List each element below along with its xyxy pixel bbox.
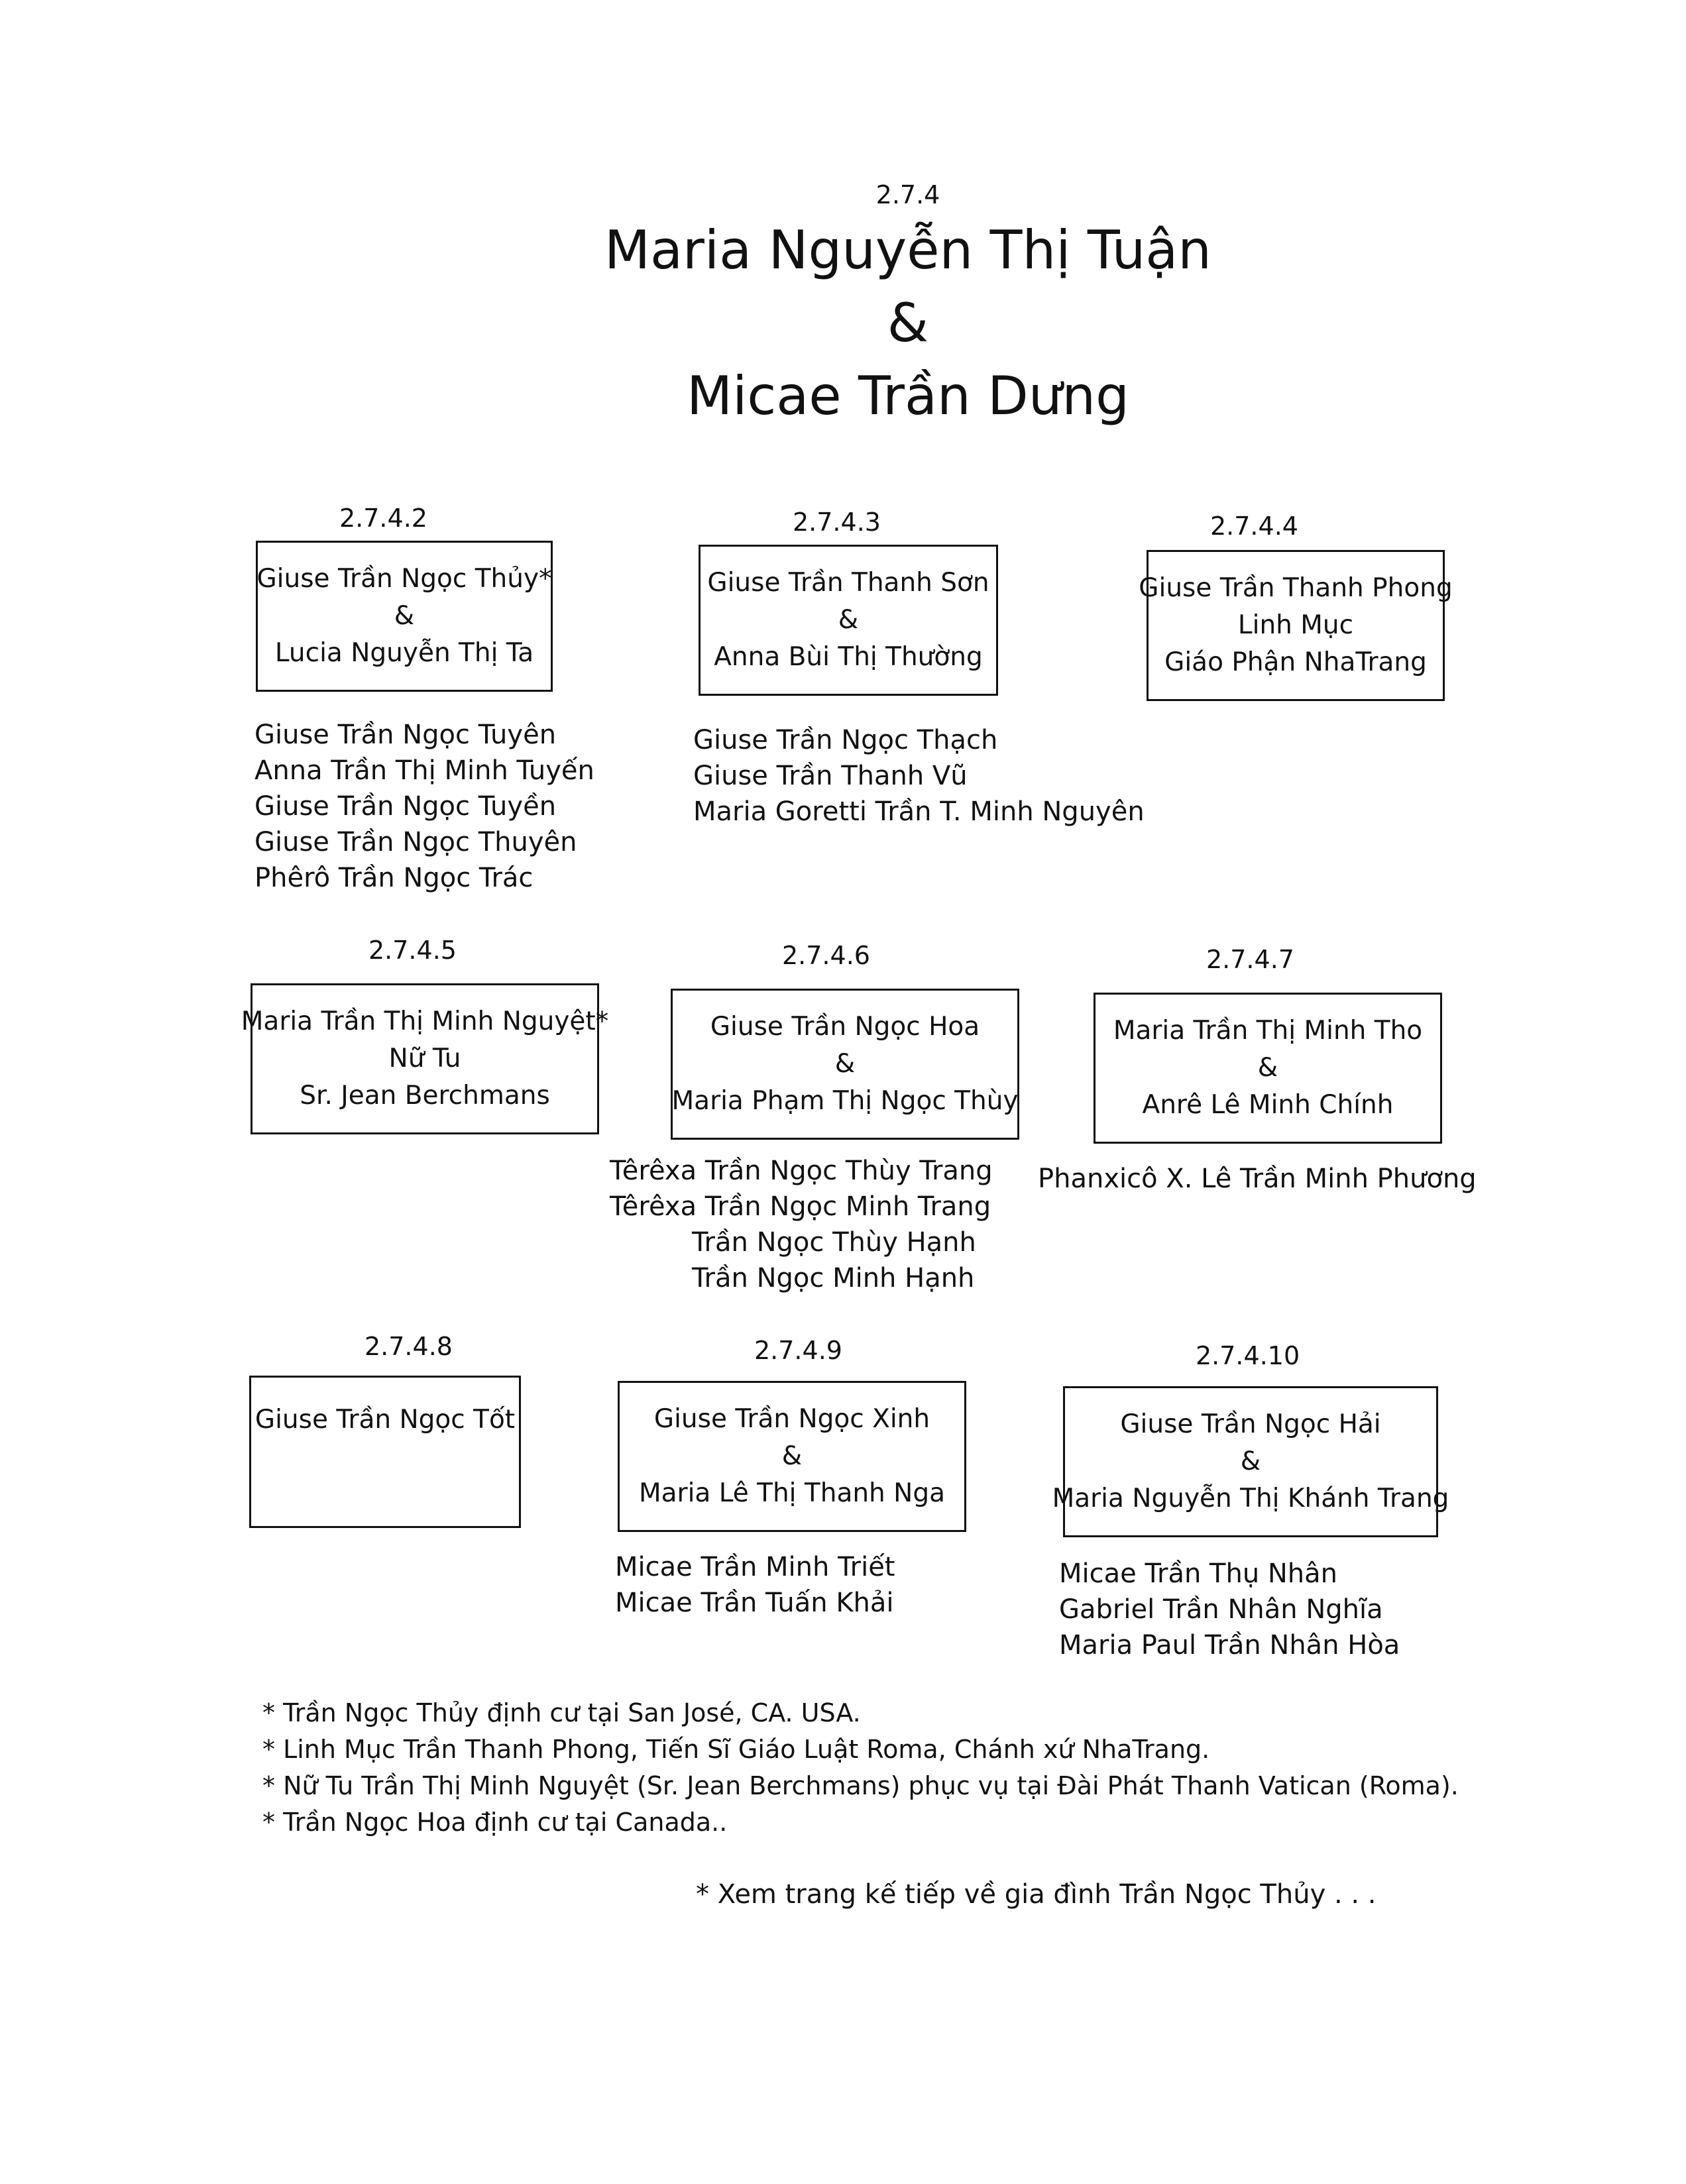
footnote: * Nữ Tu Trần Thị Minh Nguyệt (Sr. Jean Berchmans) phục vụ tại Đài Phát Thanh Vatican (Roma). — [262, 1771, 1459, 1800]
family-box — [1139, 550, 1453, 701]
box-line: & — [838, 605, 859, 635]
family-code: 2.7.4.4 — [1210, 512, 1298, 541]
children-list — [610, 1153, 993, 1296]
child-name: Giuse Trần Thanh Vũ — [693, 761, 968, 791]
box-line: Giuse Trần Ngọc Hải — [1120, 1409, 1381, 1439]
family-code: 2.7.4.5 — [368, 936, 457, 965]
children-list — [254, 717, 594, 896]
spouse-1-name: Maria Nguyễn Thị Tuận — [604, 219, 1211, 281]
box-line: Nữ Tu — [388, 1044, 461, 1073]
family-box — [1052, 1386, 1449, 1537]
box-line: & — [394, 601, 415, 631]
box-line: & — [1257, 1053, 1278, 1083]
ampersand: & — [887, 292, 929, 354]
child-name: Trần Ngọc Thùy Hạnh — [692, 1227, 976, 1258]
footnote: * Trần Ngọc Hoa định cư tại Canada.. — [262, 1808, 728, 1837]
box-line: Maria Trần Thị Minh Nguyệt* — [241, 1007, 609, 1036]
child-name: Giuse Trần Ngọc Tuyền — [254, 791, 557, 822]
family-code: 2.7.4.6 — [782, 941, 870, 970]
children-list — [1038, 1161, 1477, 1197]
child-name: Trần Ngọc Minh Hạnh — [692, 1263, 975, 1293]
family-box — [249, 1376, 521, 1528]
child-name: Micae Trần Thụ Nhân — [1059, 1558, 1338, 1589]
footnote: * Trần Ngọc Thủy định cư tại San José, CA. USA. — [262, 1698, 861, 1727]
child-name: Giuse Trần Ngọc Thuyên — [254, 827, 577, 857]
family-code: 2.7.4.10 — [1196, 1341, 1300, 1370]
box-line: Maria Nguyễn Thị Khánh Trang — [1052, 1484, 1449, 1513]
family-code: 2.7.4.3 — [793, 508, 881, 537]
box-line: Giuse Trần Ngọc Hoa — [710, 1012, 980, 1042]
child-name: Anna Trần Thị Minh Tuyến — [254, 755, 594, 786]
box-line: Maria Lê Thị Thanh Nga — [638, 1478, 946, 1508]
family-code: 2.7.4.9 — [754, 1336, 842, 1365]
box-line: Lucia Nguyễn Thị Ta — [274, 638, 534, 668]
footnotes — [262, 1695, 1459, 1841]
box-line: Giuse Trần Ngọc Thủy* — [256, 564, 552, 594]
child-name: Maria Paul Trần Nhân Hòa — [1059, 1630, 1400, 1661]
box-line: Giuse Trần Thanh Phong — [1139, 573, 1453, 603]
child-name: Giuse Trần Ngọc Thạch — [693, 725, 998, 755]
box-line: Giuse Trần Ngọc Tốt — [254, 1405, 516, 1435]
family-box — [671, 989, 1019, 1140]
family-number: 2.7.4 — [875, 180, 940, 209]
child-name: Phêrô Trần Ngọc Trác — [254, 863, 534, 893]
family-box — [241, 983, 609, 1134]
family-code: 2.7.4.2 — [339, 504, 427, 533]
family-code: 2.7.4.7 — [1206, 945, 1294, 974]
children-list — [615, 1549, 895, 1621]
family-box — [699, 545, 998, 696]
box-line: & — [834, 1049, 856, 1079]
box-line: Giuse Trần Thanh Sơn — [707, 568, 989, 598]
family-code: 2.7.4.8 — [365, 1332, 453, 1361]
child-name: Phanxicô X. Lê Trần Minh Phương — [1038, 1164, 1477, 1194]
footnote: * Linh Mục Trần Thanh Phong, Tiến Sĩ Giáo Luật Roma, Chánh xứ NhaTrang. — [262, 1735, 1210, 1764]
box-line: & — [1240, 1447, 1261, 1476]
children-list — [693, 722, 1145, 830]
box-line: Anrê Lê Minh Chính — [1142, 1090, 1394, 1120]
child-name: Têrêxa Trần Ngọc Thùy Trang — [610, 1156, 993, 1186]
child-name: Micae Trần Tuấn Khải — [615, 1588, 894, 1618]
family-box — [1094, 993, 1442, 1144]
child-name: Têrêxa Trần Ngọc Minh Trang — [610, 1191, 991, 1222]
box-line: Maria Trần Thị Minh Tho — [1113, 1016, 1423, 1046]
box-line: Sr. Jean Berchmans — [300, 1081, 550, 1111]
child-name: Maria Goretti Trần T. Minh Nguyên — [693, 796, 1145, 827]
family-box — [618, 1381, 966, 1532]
family-box — [256, 541, 553, 692]
box-line: Giuse Trần Ngọc Xinh — [653, 1404, 930, 1434]
children-list — [1059, 1556, 1400, 1663]
box-line: & — [781, 1441, 803, 1471]
child-name: Gabriel Trần Nhân Nghĩa — [1059, 1594, 1383, 1625]
box-line: Giáo Phận NhaTrang — [1164, 647, 1427, 677]
box-line: Anna Bùi Thị Thường — [714, 642, 983, 672]
box-line: Linh Mục — [1237, 610, 1354, 640]
child-name: Giuse Trần Ngọc Tuyên — [254, 720, 557, 750]
spouse-2-name: Micae Trần Dưng — [687, 365, 1129, 427]
child-name: Micae Trần Minh Triết — [615, 1552, 895, 1582]
next-page-note: * Xem trang kế tiếp về gia đình Trần Ngọc Thủy . . . — [696, 1879, 1377, 1910]
box-line: Maria Phạm Thị Ngọc Thùy — [671, 1086, 1019, 1116]
